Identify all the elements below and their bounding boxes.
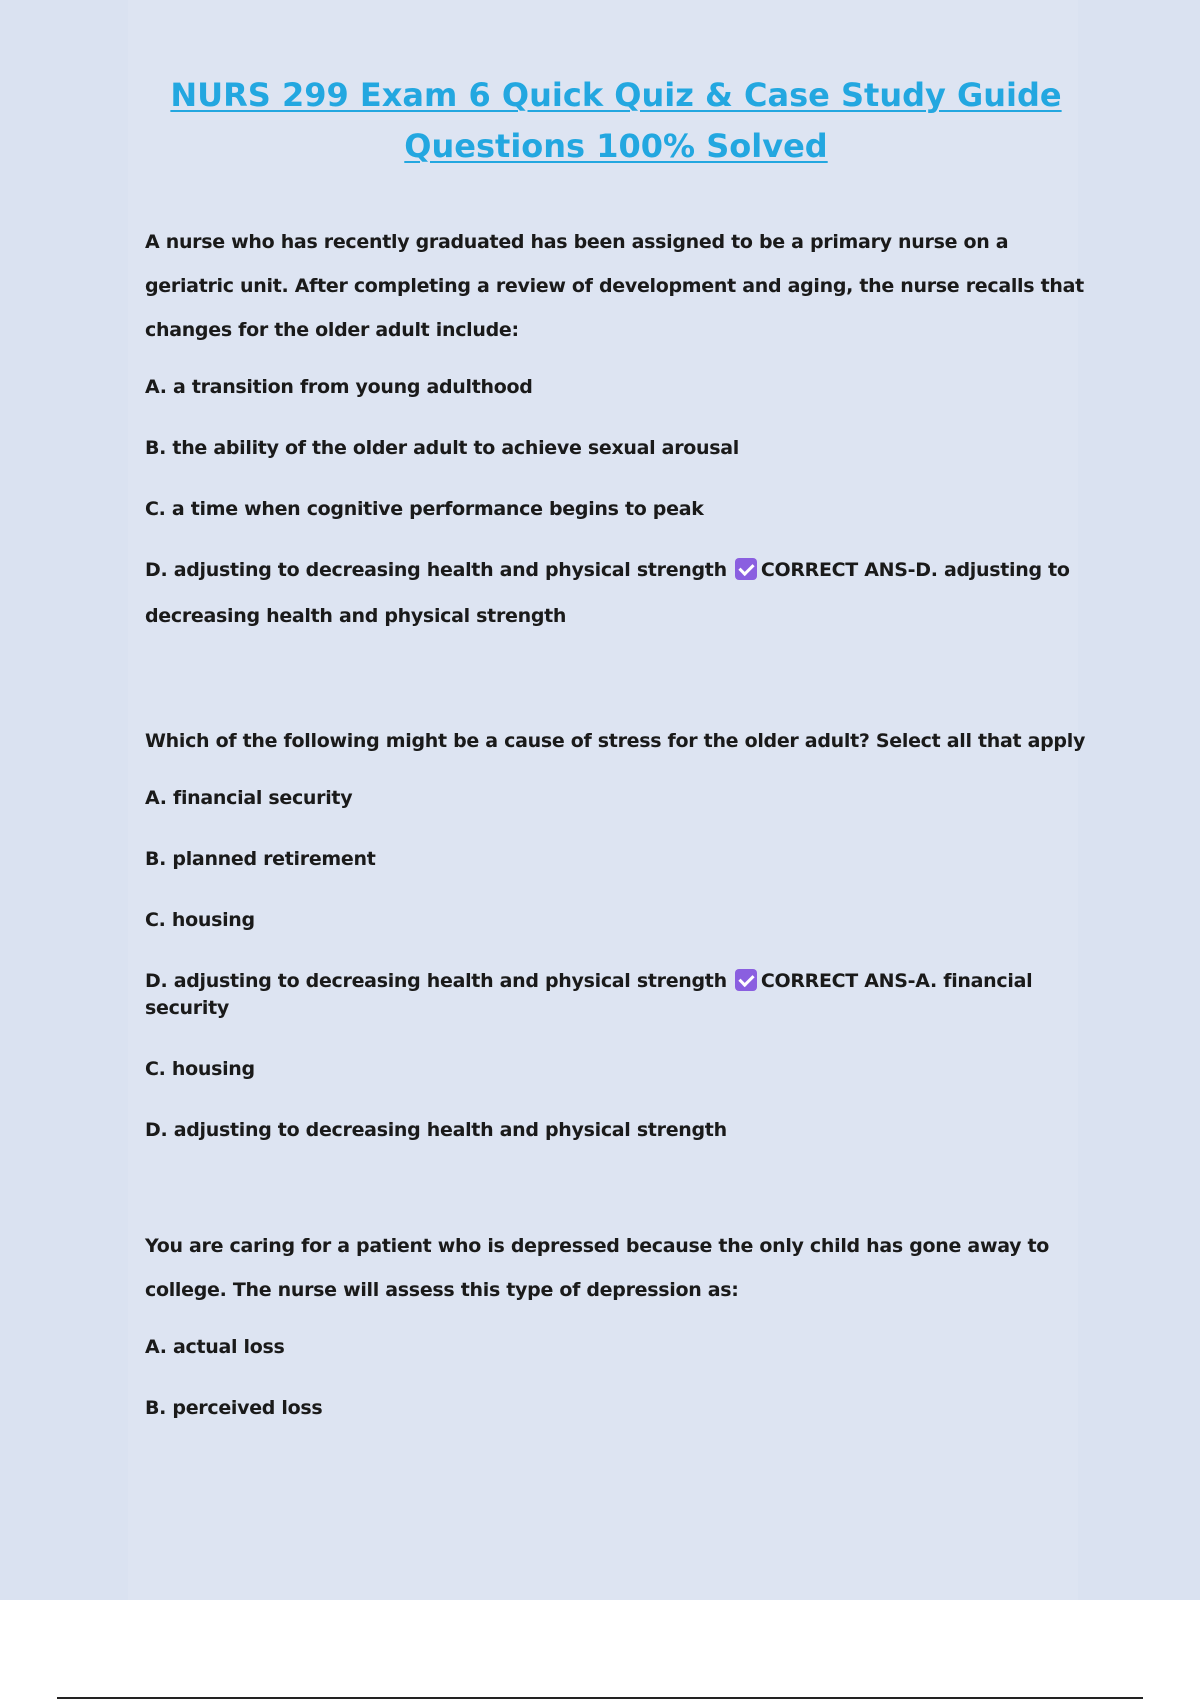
option: A. financial security [145,787,353,809]
question-text: Which of the following might be a cause of stress for the older adult? Select all that apply [145,730,1086,752]
question-text: A nurse who has recently graduated has been assigned to be a primary nurse on a geriatric unit. After completing a review of development and aging, the nurse recalls that changes for the older adult include: [145,231,1084,341]
option: C. housing [145,909,255,931]
question-2 [145,719,1095,1144]
answer-line [145,547,1095,639]
document-body [145,70,1095,1422]
option: C. housing [145,1058,255,1080]
question-3 [145,1224,1095,1422]
title-line-2: Questions 100% Solved [404,127,828,165]
question-1 [145,220,1095,639]
footer-divider [57,1697,1143,1699]
option: B. perceived loss [145,1397,323,1419]
option: A. actual loss [145,1336,285,1358]
correct-answer: CORRECT ANS-D. adjusting to decreasing health and physical strength [145,559,1070,627]
check-box-icon [735,558,757,580]
document-title [0,70,1200,172]
correct-answer: CORRECT ANS-A. financial security [145,970,1033,1019]
option: D. adjusting to decreasing health and physical strength [145,970,727,992]
option: A. a transition from young adulthood [145,376,533,398]
option: B. planned retirement [145,848,376,870]
option: D. adjusting to decreasing health and physical strength [145,1119,727,1141]
title-line-1: NURS 299 Exam 6 Quick Quiz & Case Study Guide [170,76,1062,114]
option: D. adjusting to decreasing health and physical strength [145,559,727,581]
check-box-icon [735,969,757,991]
question-text: You are caring for a patient who is depressed because the only child has gone away to college. The nurse will assess this type of depression as: [145,1235,1050,1301]
answer-line [145,968,1095,1022]
option: B. the ability of the older adult to achieve sexual arousal [145,437,739,459]
option: C. a time when cognitive performance begins to peak [145,498,704,520]
